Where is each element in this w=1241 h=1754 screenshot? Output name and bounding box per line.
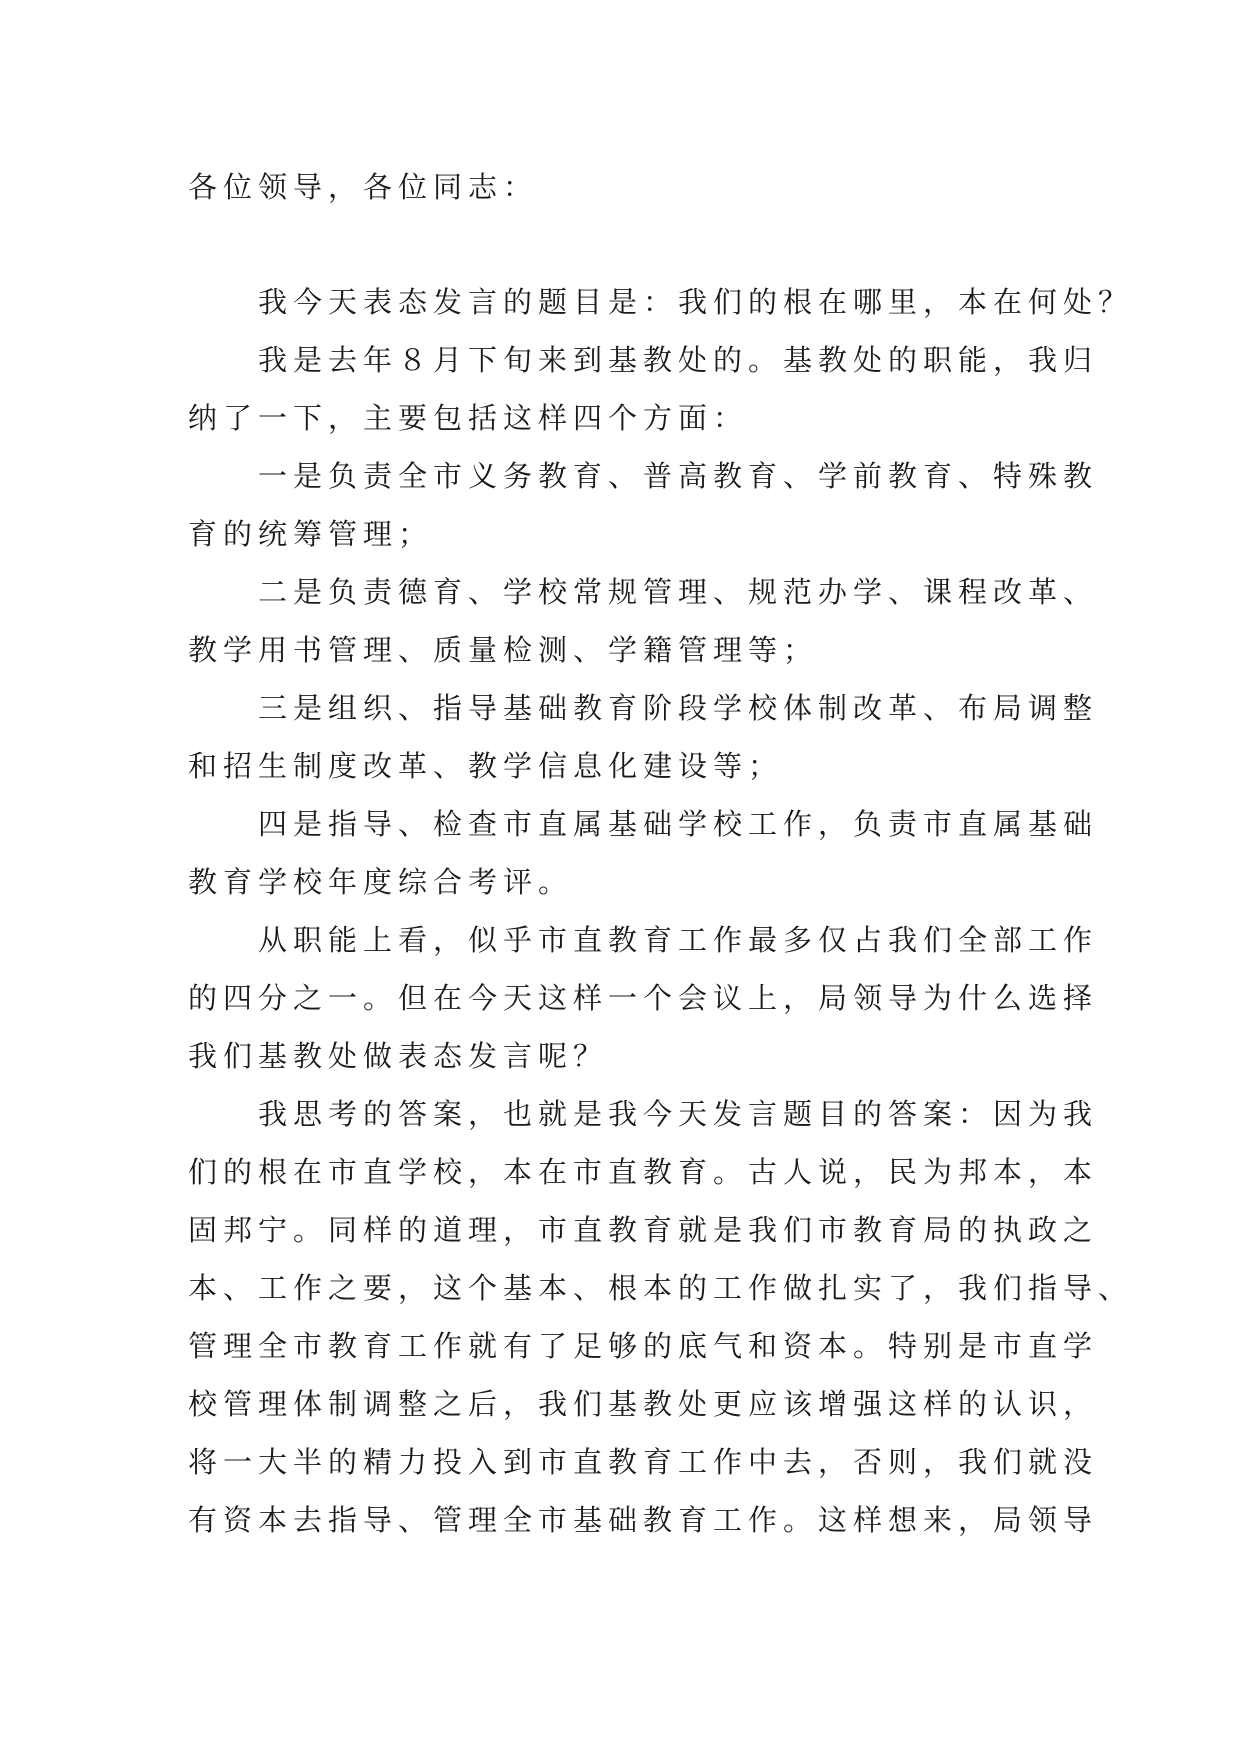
paragraph-8-line-5: 管理全市教育工作就有了足够的底气和资本。特别是市直学	[188, 1329, 1099, 1363]
paragraph-5-line-2: 和招生制度改革、教学信息化建设等；	[188, 749, 784, 783]
salutation: 各位领导，各位同志：	[188, 170, 539, 204]
paragraph-8-line-6: 校管理体制调整之后，我们基教处更应该增强这样的认识，	[188, 1387, 1099, 1421]
paragraph-7-line-1: 从职能上看，似乎市直教育工作最多仅占我们全部工作	[258, 923, 1099, 957]
paragraph-7-line-3: 我们基教处做表态发言呢？	[188, 1039, 609, 1073]
paragraph-8-line-2: 们的根在市直学校，本在市直教育。古人说，民为邦本，本	[188, 1155, 1099, 1189]
paragraph-8-line-7: 将一大半的精力投入到市直教育工作中去，否则，我们就没	[188, 1445, 1099, 1479]
paragraph-8-line-3: 固邦宁。同样的道理，市直教育就是我们市教育局的执政之	[188, 1213, 1099, 1247]
paragraph-2-line-1: 我是去年８月下旬来到基教处的。基教处的职能，我归	[258, 343, 1099, 377]
paragraph-7-line-2: 的四分之一。但在今天这样一个会议上，局领导为什么选择	[188, 981, 1099, 1015]
paragraph-6-line-2: 教育学校年度综合考评。	[188, 865, 574, 899]
blank-line	[188, 216, 1058, 273]
paragraph-6-line-1: 四是指导、检查市直属基础学校工作，负责市直属基础	[258, 807, 1099, 841]
paragraph-8-line-8: 有资本去指导、管理全市基础教育工作。这样想来，局领导	[188, 1503, 1099, 1537]
paragraph-3-line-2: 育的统筹管理；	[188, 517, 434, 551]
paragraph-1-line-1: 我今天表态发言的题目是：我们的根在哪里，本在何处？	[258, 285, 1134, 319]
document-body	[188, 158, 1134, 1549]
paragraph-8-line-1: 我思考的答案，也就是我今天发言题目的答案：因为我	[258, 1097, 1099, 1131]
paragraph-8-line-4: 本、工作之要，这个基本、根本的工作做扎实了，我们指导、	[188, 1271, 1134, 1305]
paragraph-4-line-2: 教学用书管理、质量检测、学籍管理等；	[188, 633, 819, 667]
paragraph-5-line-1: 三是组织、指导基础教育阶段学校体制改革、布局调整	[258, 691, 1099, 725]
paragraph-3-line-1: 一是负责全市义务教育、普高教育、学前教育、特殊教	[258, 459, 1099, 493]
paragraph-2-line-2: 纳了一下，主要包括这样四个方面：	[188, 401, 749, 435]
paragraph-4-line-1: 二是负责德育、学校常规管理、规范办学、课程改革、	[258, 575, 1099, 609]
